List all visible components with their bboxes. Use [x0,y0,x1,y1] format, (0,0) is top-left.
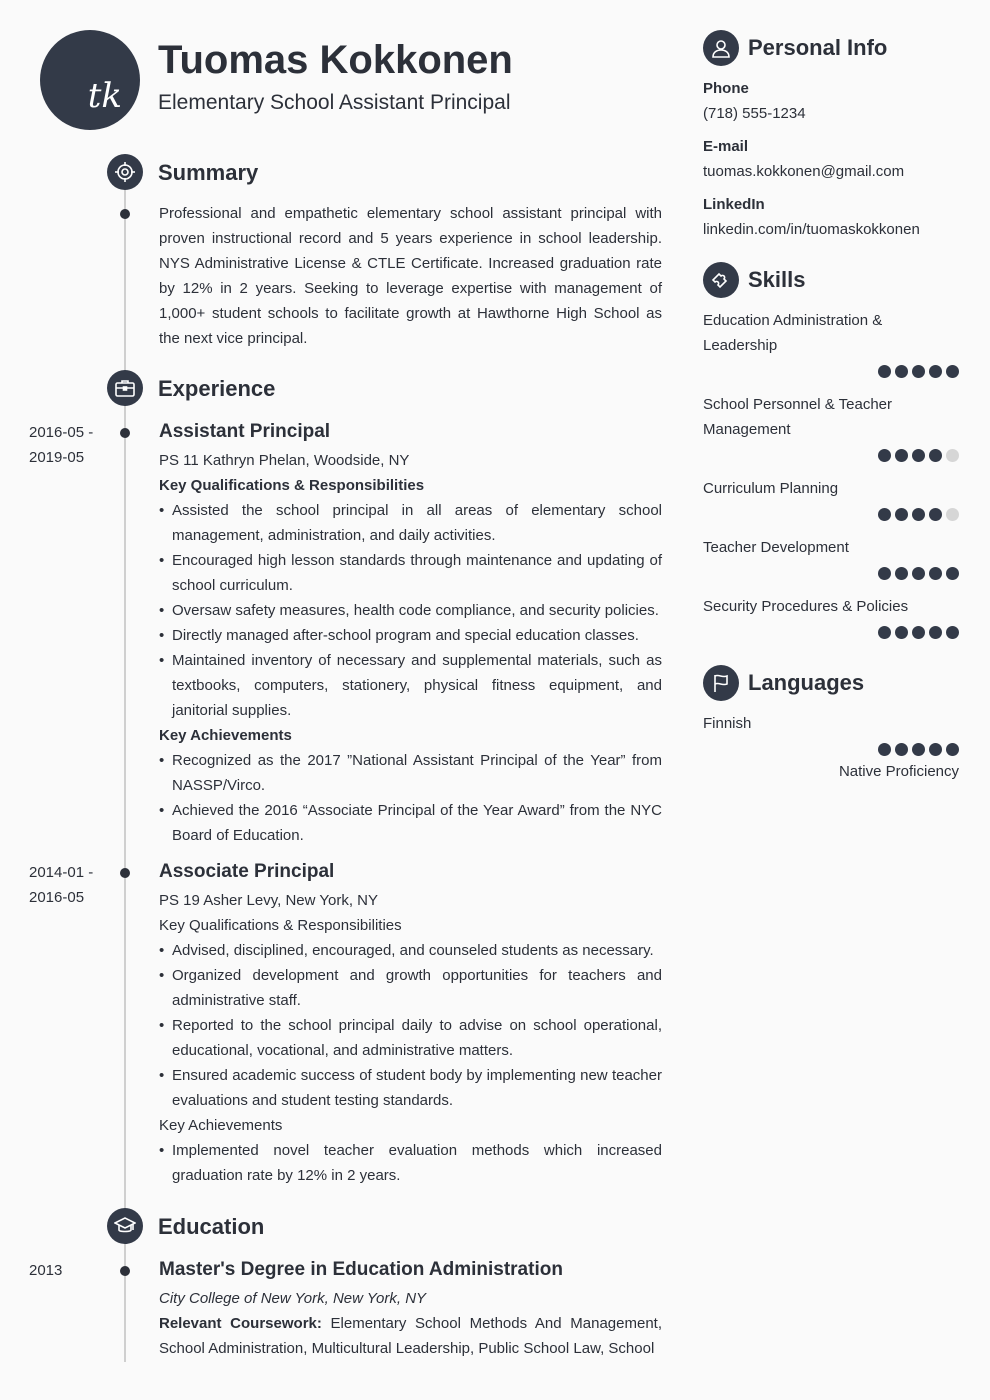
briefcase-icon [107,370,143,406]
rating-dot-filled [878,365,891,378]
rating-dot-filled [878,567,891,580]
list-item: • Maintained inventory of necessary and supplemental materials, such as textbooks, computers, stationery, physical fitness equipment, and janitorial supplies. [159,648,662,723]
coursework-text: Elementary School Methods And Management, School Administration, Multicultural Leadership, Public School Law, School [159,1315,662,1357]
puzzle-icon [703,262,739,298]
skill-name: Education Administration & Leadership [703,312,883,354]
skill-name: School Personnel & Teacher Management [703,396,893,438]
rating-dot-filled [878,449,891,462]
skill-rating [878,626,959,639]
summary-heading: Summary [158,160,259,185]
phone-value: (718) 555-1234 [703,105,806,122]
coursework-label: Relevant Coursework: [159,1315,322,1332]
phone-label: Phone [703,80,749,97]
languages-heading: Languages [748,670,865,695]
job-entry [159,858,662,1188]
job-date: 2016-05 - 2019-05 [29,424,94,466]
language-level: Native Proficiency [838,763,959,780]
rating-dot-filled [895,365,908,378]
rating-dot-filled [929,508,942,521]
rating-dot-filled [912,449,925,462]
list-item: • Assisted the school principal in all areas of elementary school management, administration, and daily activities. [159,498,662,548]
list-item: • Encouraged high lesson standards through maintenance and updating of school curriculum. [159,548,662,598]
rating-dot-filled [929,626,942,639]
experience-heading: Experience [158,376,276,401]
rating-dot-empty [946,508,959,521]
job-org: PS 19 Asher Levy, New York, NY [159,892,379,909]
rating-dot-filled [912,365,925,378]
list-item: • Organized development and growth opportunities for teachers and administrative staff. [159,963,662,1013]
achievements-list [159,1138,662,1188]
rating-dot-filled [946,567,959,580]
avatar [40,30,140,130]
rating-dot-filled [878,626,891,639]
coursework [159,1311,662,1361]
rating-dot-filled [895,743,908,756]
rating-dot-filled [929,567,942,580]
list-item: • Oversaw safety measures, health code compliance, and security policies. [159,598,662,623]
skill-rating [878,508,959,521]
rating-dot-filled [895,449,908,462]
timeline-dot [120,428,130,438]
rating-dot-filled [929,743,942,756]
candidate-name: Tuomas Kokkonen [158,38,513,82]
rating-dot-filled [912,626,925,639]
language-rating [878,743,959,756]
school-name: City College of New York, New York, NY [159,1290,427,1307]
achievements-heading: Key Achievements [159,1117,283,1134]
linkedin-label: LinkedIn [703,196,765,213]
timeline-dot [120,868,130,878]
degree-title: Master's Degree in Education Administration [159,1259,563,1280]
rating-dot-empty [946,449,959,462]
rating-dot-filled [895,626,908,639]
responsibilities-list [159,938,662,1113]
language-name: Finnish [703,715,752,732]
timeline-line [124,170,126,1362]
skill-name: Teacher Development [703,539,849,556]
achievements-heading: Key Achievements [159,727,292,744]
list-item: • Directly managed after-school program and special education classes. [159,623,662,648]
job-title: Assistant Principal [159,421,331,442]
skill-rating [878,449,959,462]
timeline-dot [120,209,130,219]
rating-dot-filled [946,743,959,756]
rating-dot-filled [946,365,959,378]
rating-dot-filled [912,508,925,521]
rating-dot-filled [895,508,908,521]
rating-dot-filled [946,626,959,639]
rating-dot-filled [878,743,891,756]
user-icon [703,30,739,66]
job-org: PS 11 Kathryn Phelan, Woodside, NY [159,452,410,469]
graduation-cap-icon [107,1208,143,1244]
list-item: • Reported to the school principal daily to advise on school operational, educational, vocational, and administrative matters. [159,1013,662,1063]
responsibilities-list [159,498,662,723]
linkedin-value[interactable]: linkedin.com/in/tuomaskokkonen [703,221,920,238]
rating-dot-filled [878,508,891,521]
rating-dot-filled [895,567,908,580]
avatar-initials: tk [87,76,122,116]
education-entry [159,1256,662,1361]
skill-name: Curriculum Planning [703,480,839,497]
education-date: 2013 [29,1262,63,1279]
list-item: • Achieved the 2016 “Associate Principal of the Year Award” from the NYC Board of Education. [159,798,662,848]
list-item: • Implemented novel teacher evaluation methods which increased graduation rate by 12% in 2 years. [159,1138,662,1188]
rating-dot-filled [929,365,942,378]
personal-info-heading: Personal Info [748,35,888,60]
list-item: • Recognized as the 2017 ”National Assistant Principal of the Year” from NASSP/Virco. [159,748,662,798]
list-item: • Advised, disciplined, encouraged, and counseled students as necessary. [159,938,662,963]
target-icon [107,154,143,190]
skill-name: Security Procedures & Policies [703,598,909,615]
skill-rating [878,365,959,378]
job-title: Associate Principal [159,861,335,882]
responsibilities-heading: Key Qualifications & Responsibilities [159,477,425,494]
email-value[interactable]: tuomas.kokkonen@gmail.com [703,163,905,180]
rating-dot-filled [912,743,925,756]
summary-text: Professional and empathetic elementary school assistant principal with proven instructional record and 5 years experience in school leadership. NYS Administrative License & CTLE Certificate. Increased graduation rate by 12% in 2 years. Seeking to leverage expertise with management of 1,000+ student schools to facilitate growth at Hawthorne High School as the next vice principal. [159,205,662,347]
skill-rating [878,567,959,580]
rating-dot-filled [929,449,942,462]
timeline-dot [120,1266,130,1276]
skills-heading: Skills [748,267,806,292]
candidate-title: Elementary School Assistant Principal [158,91,511,114]
list-item: • Ensured academic success of student body by implementing new teacher evaluations and student testing standards. [159,1063,662,1113]
job-date: 2014-01 - 2016-05 [29,864,94,906]
job-entry [159,418,662,848]
rating-dot-filled [912,567,925,580]
education-heading: Education [158,1214,265,1239]
responsibilities-heading: Key Qualifications & Responsibilities [159,917,402,934]
achievements-list [159,748,662,848]
flag-icon [703,665,739,701]
email-label: E-mail [703,138,749,155]
